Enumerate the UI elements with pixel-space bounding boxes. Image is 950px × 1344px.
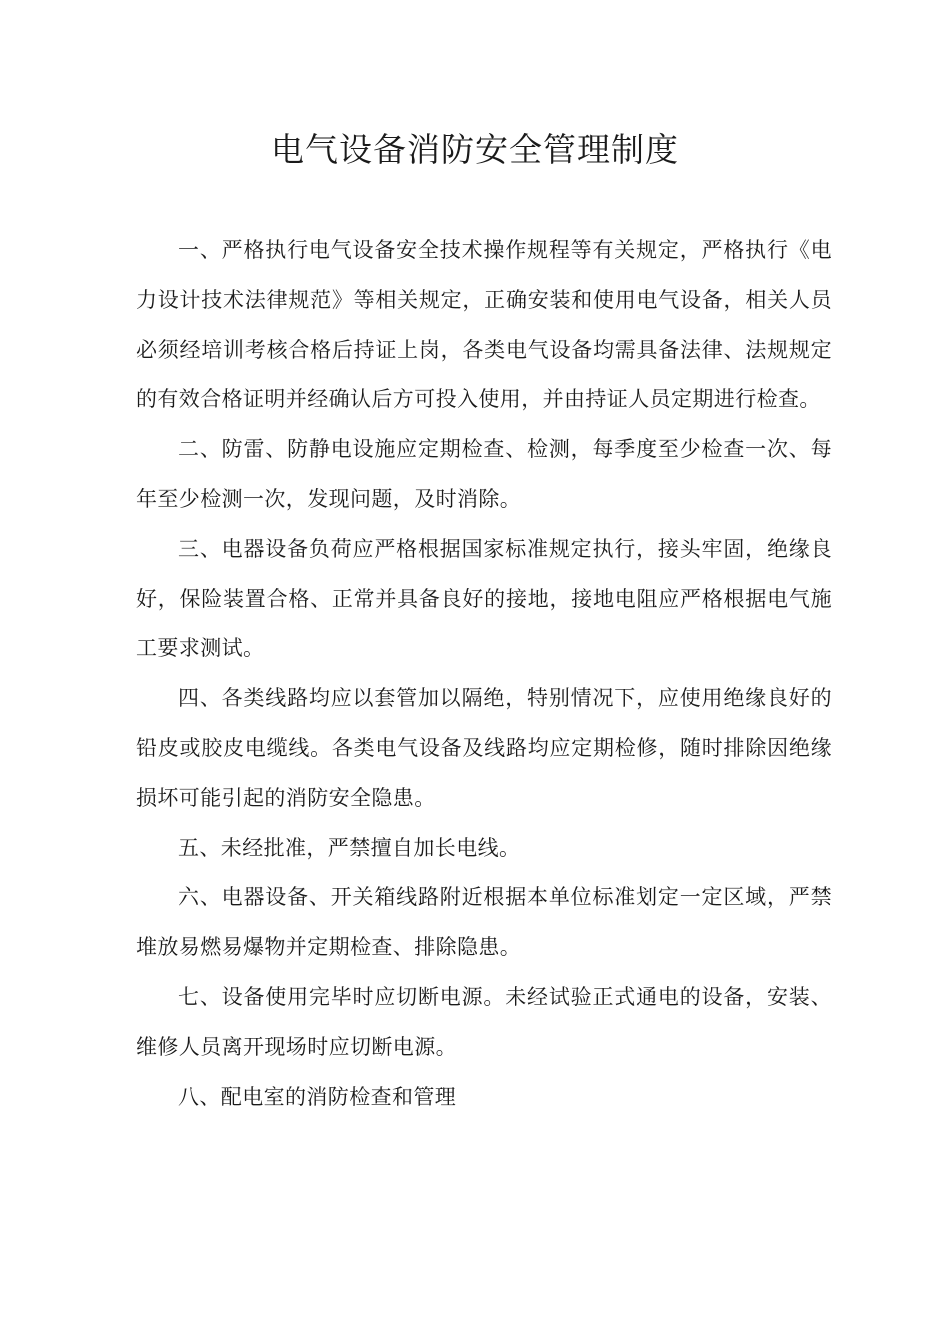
paragraph-6: 六、电器设备、开关箱线路附近根据本单位标准划定一定区域，严禁堆放易燃易爆物并定期检查、排除隐患。 — [136, 885, 832, 960]
paragraph-4: 四、各类线路均应以套管加以隔绝，特别情况下，应使用绝缘良好的铅皮或胶皮电缆线。各类电气设备及线路均应定期检修，随时排除因绝缘损坏可能引起的消防安全隐患。 — [136, 686, 832, 810]
paragraph-7: 七、设备使用完毕时应切断电源。未经试验正式通电的设备，安装、维修人员离开现场时应切断电源。 — [136, 984, 832, 1059]
paragraph-2: 二、防雷、防静电设施应定期检查、检测，每季度至少检查一次、每年至少检测一次，发现问题，及时消除。 — [136, 437, 832, 511]
document-title: 电气设备消防安全管理制度 — [271, 130, 679, 169]
document-body — [136, 226, 832, 1122]
paragraph-5: 五、未经批准，严禁擅自加长电线。 — [178, 835, 521, 860]
paragraph-3: 三、电器设备负荷应严格根据国家标准规定执行，接头牢固，绝缘良好，保险装置合格、正常并具备良好的接地，接地电阻应严格根据电气施工要求测试。 — [136, 536, 832, 661]
paragraph-8: 八、配电室的消防检查和管理 — [178, 1084, 457, 1109]
paragraph-1: 一、严格执行电气设备安全技术操作规程等有关规定，严格执行《电力设计技术法律规范》等相关规定，正确安装和使用电气设备，相关人员必须经培训考核合格后持证上岗，各类电气设备均需具备法律、法规规定的有效合格证明并经确认后方可投入使用，并由持证人员定期进行检查。 — [136, 238, 832, 412]
